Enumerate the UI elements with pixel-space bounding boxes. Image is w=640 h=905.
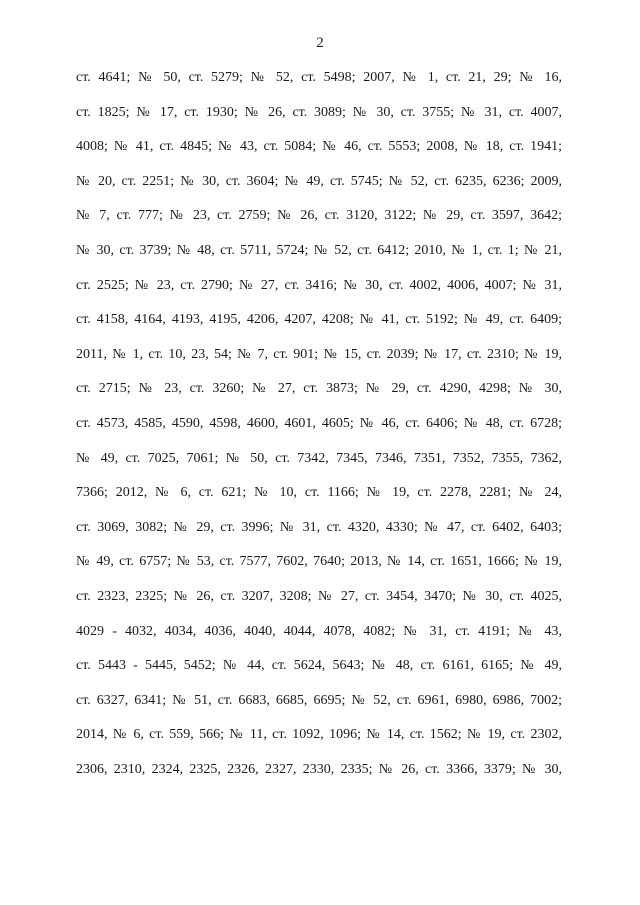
text-line: ст. 2715; № 23, ст. 3260; № 27, ст. 3873; № 29, ст. 4290, 4298; № 30, [76, 381, 562, 397]
text-line: № 30, ст. 3739; № 48, ст. 5711, 5724; № 52, ст. 6412; 2010, № 1, ст. 1; № 21, [76, 242, 562, 258]
text-line: 4008; № 41, ст. 4845; № 43, ст. 5084; № 46, ст. 5553; 2008, № 18, ст. 1941; [76, 139, 562, 155]
text-line: ст. 3069, 3082; № 29, ст. 3996; № 31, ст. 4320, 4330; № 47, ст. 6402, 6403; [76, 519, 562, 535]
text-line: № 20, ст. 2251; № 30, ст. 3604; № 49, ст. 5745; № 52, ст. 6235, 6236; 2009, [76, 173, 562, 189]
text-line: ст. 2323, 2325; № 26, ст. 3207, 3208; № 27, ст. 3454, 3470; № 30, ст. 4025, [76, 588, 562, 604]
page-number: 2 [316, 35, 324, 51]
text-line: 4029 - 4032, 4034, 4036, 4040, 4044, 4078, 4082; № 31, ст. 4191; № 43, [76, 623, 562, 639]
text-line: ст. 2525; № 23, ст. 2790; № 27, ст. 3416; № 30, ст. 4002, 4006, 4007; № 31, [76, 277, 562, 293]
text-line: ст. 4573, 4585, 4590, 4598, 4600, 4601, 4605; № 46, ст. 6406; № 48, ст. 6728; [76, 415, 562, 431]
text-line: ст. 1825; № 17, ст. 1930; № 26, ст. 3089; № 30, ст. 3755; № 31, ст. 4007, [76, 104, 562, 120]
text-line: 2014, № 6, ст. 559, 566; № 11, ст. 1092, 1096; № 14, ст. 1562; № 19, ст. 2302, [76, 727, 562, 743]
text-line: № 7, ст. 777; № 23, ст. 2759; № 26, ст. 3120, 3122; № 29, ст. 3597, 3642; [76, 208, 562, 224]
text-line: ст. 4641; № 50, ст. 5279; № 52, ст. 5498; 2007, № 1, ст. 21, 29; № 16, [76, 70, 562, 85]
text-line: ст. 5443 - 5445, 5452; № 44, ст. 5624, 5643; № 48, ст. 6161, 6165; № 49, [76, 658, 562, 674]
text-line: ст. 6327, 6341; № 51, ст. 6683, 6685, 6695; № 52, ст. 6961, 6980, 6986, 7002; [76, 692, 562, 708]
text-line: 7366; 2012, № 6, ст. 621; № 10, ст. 1166; № 19, ст. 2278, 2281; № 24, [76, 485, 562, 501]
text-line: № 49, ст. 6757; № 53, ст. 7577, 7602, 7640; 2013, № 14, ст. 1651, 1666; № 19, [76, 554, 562, 570]
text-line: 2306, 2310, 2324, 2325, 2326, 2327, 2330, 2335; № 26, ст. 3366, 3379; № 30, [76, 761, 562, 777]
body-text [76, 68, 562, 794]
text-line: ст. 4158, 4164, 4193, 4195, 4206, 4207, 4208; № 41, ст. 5192; № 49, ст. 6409; [76, 312, 562, 328]
text-line: № 49, ст. 7025, 7061; № 50, ст. 7342, 7345, 7346, 7351, 7352, 7355, 7362, [76, 450, 562, 466]
text-line: 2011, № 1, ст. 10, 23, 54; № 7, ст. 901; № 15, ст. 2039; № 17, ст. 2310; № 19, [76, 346, 562, 362]
